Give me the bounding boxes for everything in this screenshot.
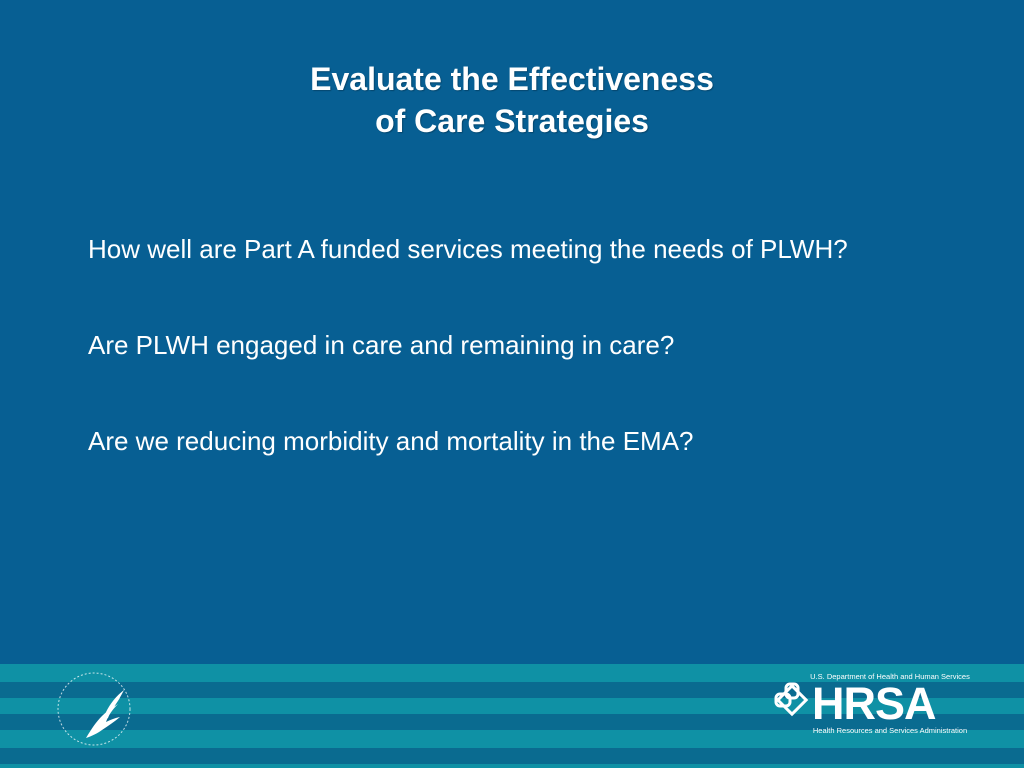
hrsa-knot-icon bbox=[772, 680, 812, 720]
hrsa-wordmark: HRSA bbox=[812, 678, 936, 729]
slide-title bbox=[0, 58, 1024, 142]
question-list bbox=[88, 228, 948, 516]
title-line-2: of Care Strategies bbox=[375, 103, 649, 139]
title-line-1: Evaluate the Effectiveness bbox=[310, 61, 714, 97]
question-item: Are we reducing morbidity and mortality in the EMA? bbox=[88, 426, 694, 456]
footer-stripe bbox=[0, 748, 1024, 764]
question-item: How well are Part A funded services meeting the needs of PLWH? bbox=[88, 234, 848, 264]
hrsa-department-text: U.S. Department of Health and Human Services bbox=[810, 672, 970, 681]
hrsa-agency-name: Health Resources and Services Administration bbox=[812, 726, 968, 735]
question-item: Are PLWH engaged in care and remaining in care? bbox=[88, 330, 675, 360]
hhs-eagle-seal-icon bbox=[52, 664, 142, 754]
